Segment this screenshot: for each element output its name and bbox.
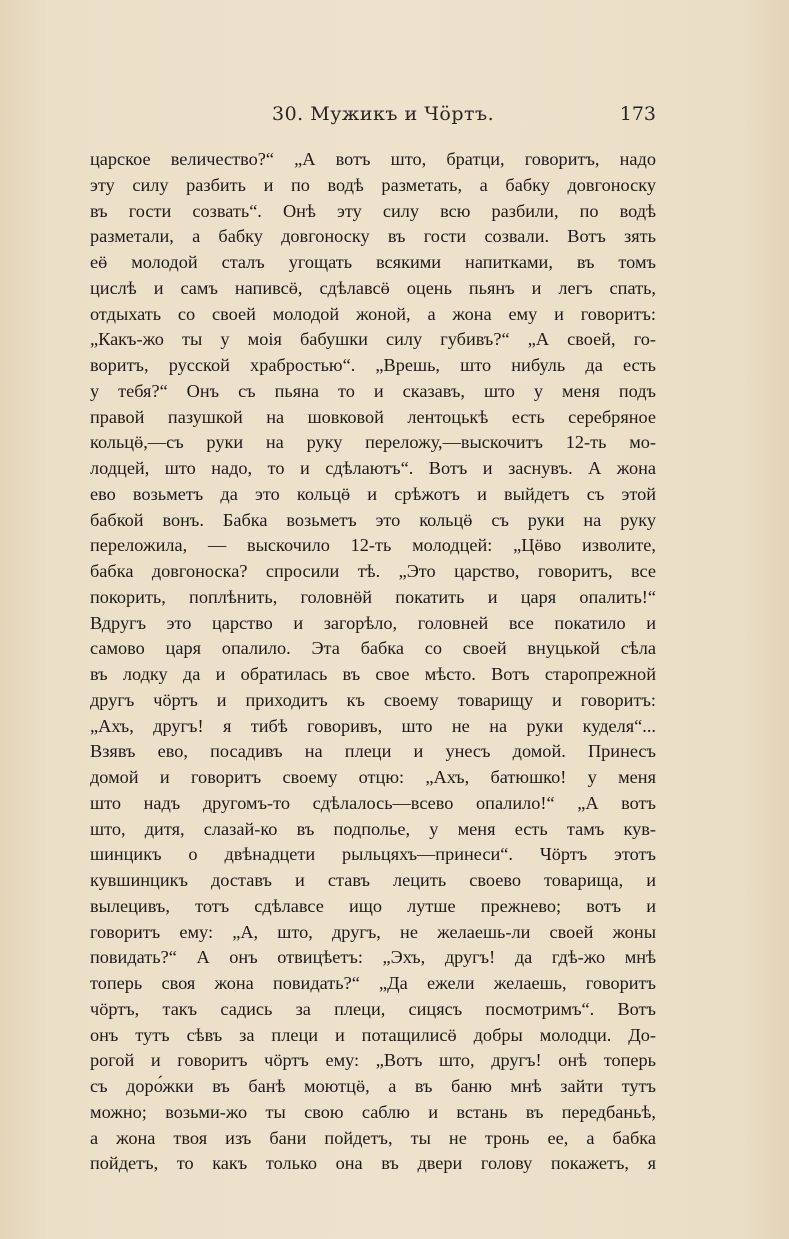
text-line: топерь своя жона повидать?“ „Да ежели желаешь, говоритъ	[90, 973, 656, 993]
text-line: отдыхать со своей молодой жоной, а жона ему и говоритъ:	[90, 303, 656, 324]
text-line: съ доро́жки въ банѣ моютцӫ, а въ баню мнѣ зайти тутъ	[90, 1076, 656, 1096]
text-line: вылецивъ, тотъ сдѣлавсе ищо лутше прежнево; вотъ и	[90, 895, 656, 916]
text-line: пойдетъ, то какъ только она въ двери голову покажетъ, я	[90, 1153, 656, 1174]
text-line: што надъ другомъ-то сдѣлалось—всево опалило!“ „А вотъ	[90, 792, 656, 813]
chapter-title: 30. Мужикъ и Чӧртъ.	[272, 103, 495, 125]
text-line: бабкой вонъ. Бабка возьметъ это кольцӫ съ руки на руку	[90, 509, 656, 530]
text-line: эту силу разбить и по водѣ разметать, а бабку довгоноску	[90, 174, 656, 195]
text-line: въ гости созвать“. Онѣ эту силу всю разбили, по водѣ	[90, 200, 656, 221]
text-line: можно; возьми-жо ты свою саблю и встань въ передбаньѣ,	[90, 1101, 656, 1122]
text-line: покорить, поплѣнить, головнӫй покатить и царя опалить!“	[90, 586, 656, 607]
body-text	[90, 147, 656, 1177]
text-line: говоритъ ему: „А, што, другъ, не желаешь-ли своей жоны	[90, 921, 656, 942]
text-line: чӧртъ, такъ садись за плеци, сицясъ посмотримъ“. Вотъ	[90, 998, 656, 1019]
text-line: воритъ, русской храбростью“. „Врешь, што нибуль да есть	[90, 355, 656, 375]
text-line: еӫ молодой сталъ угощать всякими напитками, въ томъ	[90, 252, 656, 272]
text-line: цислѣ и самъ напивсӫ, сдѣлавсӫ оцень пьянъ и легъ спать,	[90, 277, 656, 298]
text-line: ево возьметъ да это кольцӫ и срѣжотъ и выйдетъ съ этой	[90, 483, 656, 504]
text-line: лодцей, што надо, то и сдѣлаютъ“. Вотъ и заснувъ. А жона	[90, 458, 656, 478]
text-line: Вдругъ это царство и загорѣло, головней все покатило и	[90, 612, 656, 633]
text-line: бабка довгоноска? спросили тѣ. „Это царство, говоритъ, все	[90, 561, 656, 581]
text-line: „Ахъ, другъ! я тибѣ говоривъ, што не на руки куделя“...	[90, 715, 656, 736]
text-line: у тебя?“ Онъ съ пьяна то и сказавъ, што у меня подъ	[90, 380, 656, 401]
text-line: царское величество?“ „А вотъ што, братци, говоритъ, надо	[90, 149, 656, 169]
running-header	[90, 95, 656, 135]
page-number: 173	[619, 103, 656, 125]
text-line: онъ тутъ сѣвъ за плеци и потащилисӫ добры молодци. До-	[90, 1024, 656, 1045]
text-line: што, дитя, слазай-ко въ подполье, у меня есть тамъ кув-	[90, 818, 656, 839]
text-line: рогой и говоритъ чӧртъ ему: „Вотъ што, другъ! онѣ топерь	[90, 1050, 656, 1071]
text-line: самово царя опалило. Эта бабка со своей внуцькой сѣла	[90, 638, 656, 659]
text-line: „Какъ-жо ты у моія бабушки силу губивъ?“ „А своей, го-	[90, 329, 656, 350]
text-line: кольцӫ,—съ руки на руку переложу,—выскочитъ 12-ть мо-	[90, 432, 656, 453]
text-line: повидать?“ А онъ отвицѣетъ: „Эхъ, другъ! да гдѣ-жо мнѣ	[90, 947, 656, 968]
text-line: домой и говоритъ своему отцю: „Ахъ, батюшко! у меня	[90, 767, 656, 787]
text-line: Взявъ ево, посадивъ на плеци и унесъ домой. Принесъ	[90, 741, 656, 762]
text-line: другъ чӧртъ и приходитъ къ своему товарищу и говоритъ:	[90, 689, 656, 710]
text-line: кувшинцикъ доставъ и ставъ лецить своево товарища, и	[90, 870, 656, 890]
text-line: правой пазушкой на шовковой лентоцькѣ есть серебряное	[90, 406, 656, 427]
text-line: а жона твоя изъ бани пойдетъ, ты не тронь ее, а бабка	[90, 1127, 656, 1148]
text-line: шинцикъ о двѣнадцети рыльцяхъ—принеси“. Чӧртъ этотъ	[90, 844, 656, 865]
text-line: разметали, а бабку довгоноску въ гости созвали. Вотъ зять	[90, 226, 656, 247]
text-line: переложила, — выскочило 12-ть молодцей: „Цӫво изволите,	[90, 535, 656, 556]
text-line: въ лодку да и обратилась въ свое мѣсто. Вотъ старопрежной	[90, 664, 656, 684]
